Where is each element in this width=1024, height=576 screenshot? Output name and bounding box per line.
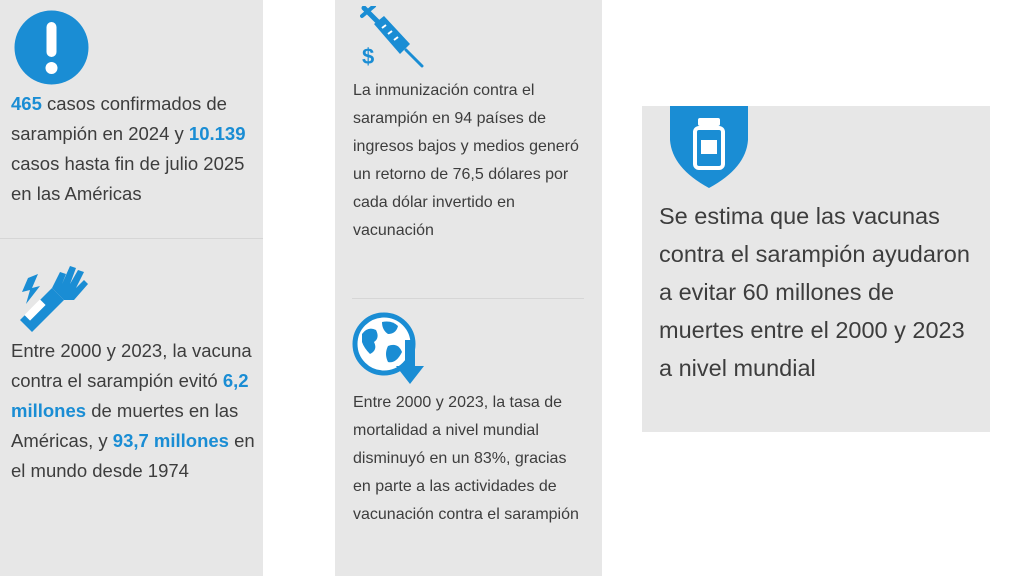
shield-vial-icon <box>668 106 750 188</box>
vaccines-deaths-averted-text: Se estima que las vacunas contra el sarampión ayudaron a evitar 60 millones de muertes entre el 2000 y 2023 a nivel mundial <box>659 203 970 381</box>
left-divider <box>0 238 263 239</box>
svg-text:$: $ <box>362 44 375 68</box>
arm-injection-icon <box>12 254 90 334</box>
mortality-decrease-text: Entre 2000 y 2023, la tasa de mortalidad a nivel mundial disminuyó en un 83%, gracias en parte a las actividades de vacunación contra el sarampión <box>353 394 579 523</box>
exclamation-circle-icon <box>13 9 90 86</box>
americas-deaths-number: 6,2 millones <box>11 370 249 421</box>
cases-2024-number: 465 <box>11 93 42 114</box>
investment-return-text: La inmunización contra el sarampión en 94 países de ingresos bajos y medios generó un retorno de 76,5 dólares por cada dólar invertido en vacunación <box>353 82 579 239</box>
syringe-dollar-icon <box>360 6 424 68</box>
deaths-prevented-text: Entre 2000 y 2023, la vacuna contra el sarampión evitó 6,2 millones de muertes en las Américas, y 93,7 millones en el mundo desde 1974 <box>11 340 255 481</box>
middle-divider <box>352 298 584 299</box>
cases-2025-number: 10.139 <box>188 123 246 144</box>
world-deaths-number: 93,7 millones <box>112 430 229 451</box>
globe-down-arrow-icon <box>352 312 432 390</box>
measles-cases-text: 465 casos confirmados de sarampión en 2024 y 10.139 casos hasta fin de julio 2025 en las Américas <box>11 93 246 204</box>
